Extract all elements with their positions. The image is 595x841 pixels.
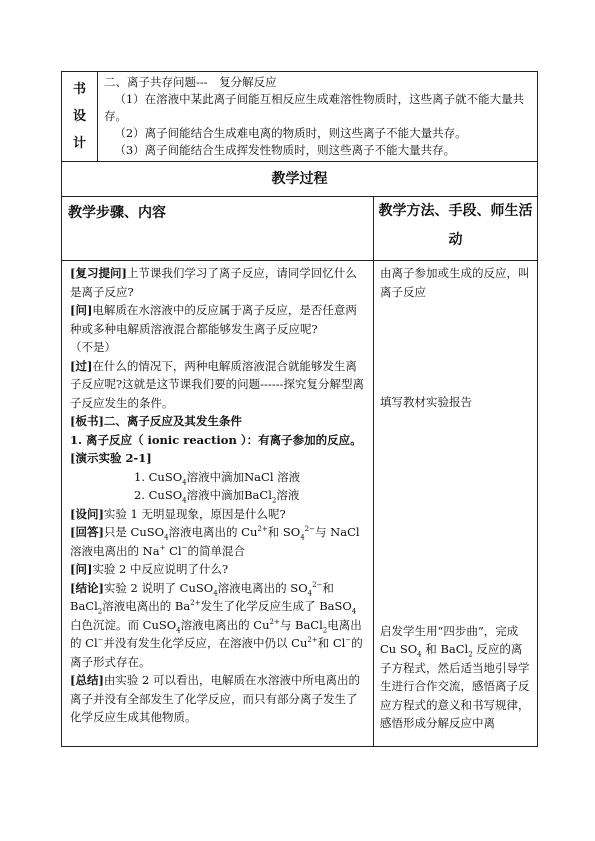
definition: 1. 离子反应（ ionic reaction ）：有离子参加的反应。 [70,432,362,447]
design-item-1: （1）在溶液中某此离子间能互相反应生成难溶性物质时，这些离子就不能大量共存。 [104,92,525,123]
design-heading: 二、离子共存问题--- 复分解反应 [104,75,277,89]
column-header-steps: 教学步骤、内容 [62,197,374,261]
board-design-content [98,72,538,162]
board-design-label: 书 设 计 [62,72,98,162]
methods-content [374,261,538,747]
design-item-3: （3）离子间能结合生成挥发性物质时，则这些离子不能大量共存。 [114,143,456,157]
design-item-2: （2）离子间能结合生成难电离的物质时，则这些离子不能大量共存。 [114,126,467,140]
question-2: [问]实验 2 中反应说明了什么? [70,562,229,576]
steps-content [62,261,374,747]
demo-item-2: 2. CuSO$_4$溶液中滴加BaCl$_2$溶液 [134,488,300,505]
process-title: 教学过程 [62,162,538,197]
lesson-plan-table [61,71,538,747]
question-1-answer: （不是） [70,340,116,354]
lesson-plan-page [61,71,537,747]
method-note-3: 启发学生用“四步曲”，完成 Cu $SO_4$ 和 BaCl$_2$ 反应的离子方程式，然后适当地引导学生进行合作交流，感悟离子反应方程式的意义和书写规律，感悟形成分解反应中离 [380,623,530,730]
transition: [过]在什么的情况下，两种电解质溶液混合就能够发生离子反应呢?这就是这节课我们要的问题------探究复分解型离子反应发生的条件。 [70,358,364,410]
board-design-row [62,72,538,162]
method-note-2: 填写教材实验报告 [380,395,472,409]
demo-heading: [演示实验 2-1] [70,451,152,465]
conclusion: [结论]实验 2 说明了 CuSO$_4$溶液电离出的 $SO_4^{2-}$和 BaCl$_2$溶液电离出的 $Ba^{2+}$发生了化学反应生成了 BaSO$_4$白色沉淀。而 CuSO$_4$溶液电离出的 $Cu^{2+}$与 BaCl$_2$电离出的 Cl−并没有发生化学反应，在溶液中仍以 $Cu^{2+}$和 Cl−的离子形式存在。 [70,580,363,669]
review-question: [复习提问]上节课我们学习了离子反应，请同学回忆什么是离子反应? [70,266,357,299]
column-header-methods: 教学方法、手段、师生活动 [374,197,538,261]
set-question: [设问]实验 1 无明显现象，原因是什么呢? [70,506,286,521]
demo-item-1: 1. CuSO$_4$溶液中滴加NaCl 溶液 [134,469,301,486]
answer: [回答]只是 CuSO$_4$溶液电离出的 $Cu^{2+}$和 $SO_4^{2-}$与 NaCl 溶液电离出的 Na+ Cl−的简单混合 [70,525,360,558]
question-1: [问]电解质在水溶液中的反应属于离子反应，是否任意两种或多种电解质溶液混合都能够发生离子反应呢? [70,303,357,336]
board-writing: [板书]二、离子反应及其发生条件 [70,414,242,428]
method-note-1: 由离子参加或生成的反应，叫离子反应 [380,266,530,299]
summary: [总结]由实验 2 可以看出，电解质在水溶液中所电离出的离子并没有全部发生了化学反应，而只有部分离子发生了化学反应生成其他物质。 [70,673,361,724]
